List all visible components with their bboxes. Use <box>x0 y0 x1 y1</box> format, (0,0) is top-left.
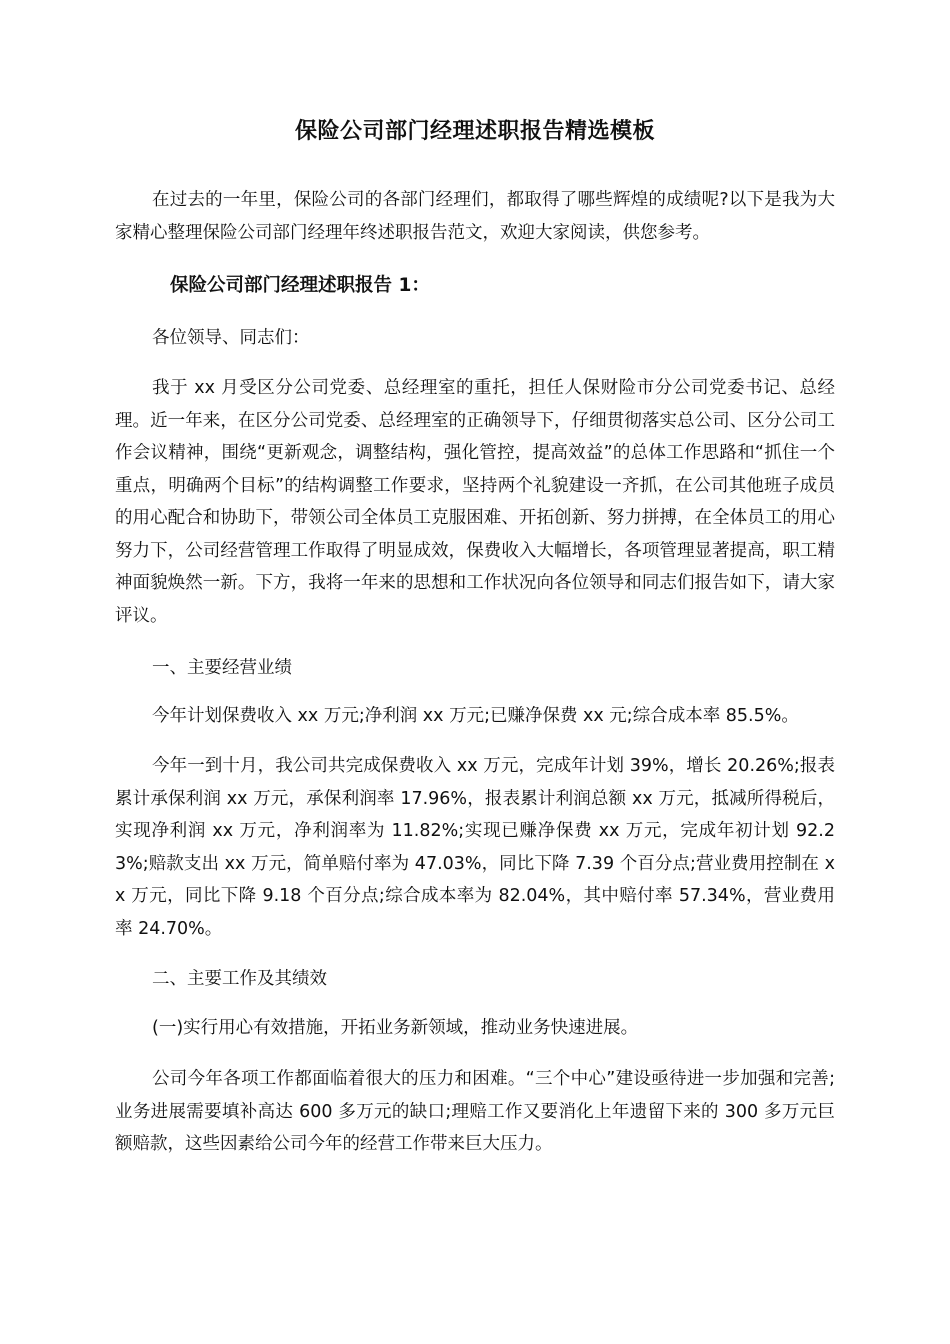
section-title: 保险公司部门经理述职报告 1： <box>170 275 430 296</box>
heading-business-results: 一、主要经营业绩 <box>152 658 292 678</box>
document-title: 保险公司部门经理述职报告精选模板 <box>294 119 655 144</box>
body-paragraph-4: 公司今年各项工作都面临着很大的压力和困难。“三个中心”建设亟待进一步加强和完善;业务进展需要填补高达 600 多万元的缺口;理赔工作又要消化上年遗留下来的 300 多万元巨额赔款，这些因素给公司今年的经营工作带来巨大压力。 <box>115 1069 835 1154</box>
body-paragraph-3: 今年一到十月，我公司共完成保费收入 xx 万元，完成年计划 39%，增长 20.26%;报表累计承保利润 xx 万元，承保利润率 17.96%，报表累计利润总额 xx 万元，抵减所得税后，实现净利润 xx 万元，净利润率为 11.82%;实现已赚净保费 xx 万元，完成年初计划 92.23%;赔款支出 xx 万元，简单赔付率为 47.03%，同比下降 7.39 个百分点;营业费用控制在 xx 万元，同比下降 9.18 个百分点;综合成本率为 82.04%，其中赔付率 57.34%，营业费用率 24.70%。 <box>115 756 835 939</box>
heading-main-work: 二、主要工作及其绩效 <box>152 969 327 989</box>
salutation: 各位领导、同志们： <box>152 328 310 348</box>
intro-paragraph: 在过去的一年里，保险公司的各部门经理们，都取得了哪些辉煌的成绩呢?以下是我为大家精心整理保险公司部门经理年终述职报告范文，欢迎大家阅读，供您参考。 <box>115 190 835 243</box>
heading-sub-one: (一)实行用心有效措施，开拓业务新领域，推动业务快速进展。 <box>152 1018 639 1038</box>
body-paragraph-1: 我于 xx 月受区分公司党委、总经理室的重托，担任人保财险市分公司党委书记、总经理。近一年来，在区分公司党委、总经理室的正确领导下，仔细贯彻落实总公司、区分公司工作会议精神，围绕“更新观念，调整结构，强化管控，提高效益”的总体工作思路和“抓住一个重点，明确两个目标”的结构调整工作要求，坚持两个礼貌建设一齐抓，在公司其他班子成员的用心配合和协助下，带领公司全体员工克服困难、开拓创新、努力拼搏，在全体员工的用心努力下，公司经营管理工作取得了明显成效，保费收入大幅增长，各项管理显著提高，职工精神面貌焕然一新。下方，我将一年来的思想和工作状况向各位领导和同志们报告如下，请大家评议。 <box>115 378 835 626</box>
body-paragraph-2: 今年计划保费收入 xx 万元;净利润 xx 万元;已赚净保费 xx 元;综合成本率 85.5%。 <box>152 706 799 726</box>
